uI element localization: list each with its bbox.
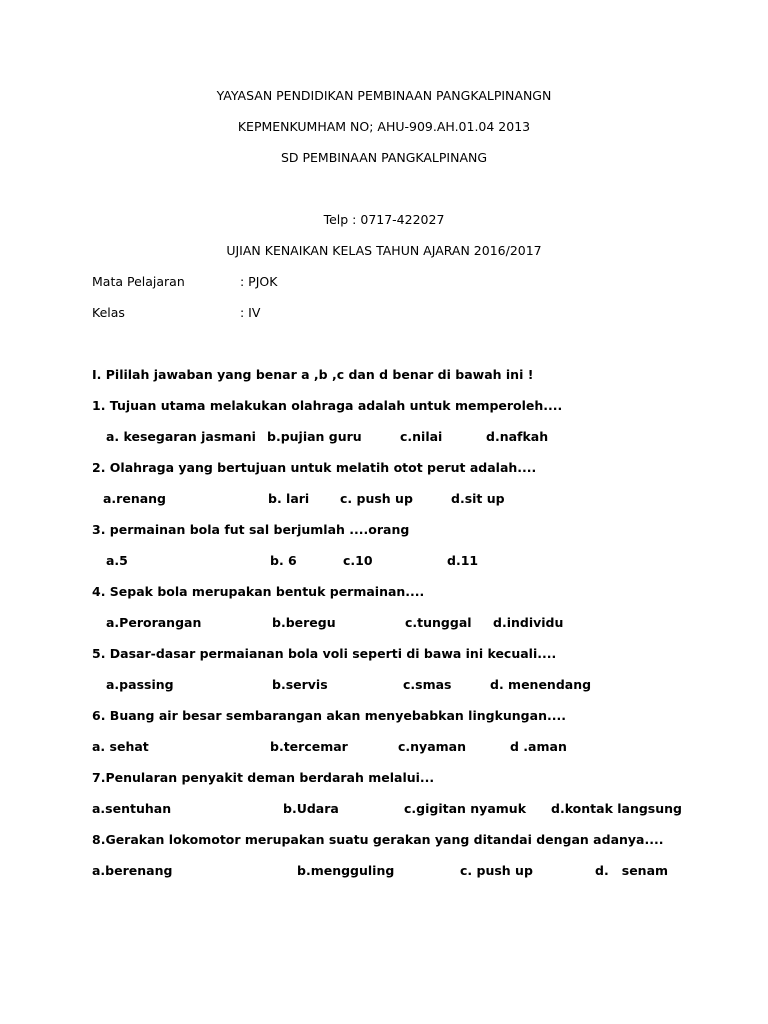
foundation-name: YAYASAN PENDIDIKAN PEMBINAAN PANGKALPINANGN <box>216 88 552 103</box>
q3-option-a: a.5 <box>106 553 128 568</box>
q5-option-b: b.servis <box>272 677 328 692</box>
school-name: SD PEMBINAAN PANGKALPINANG <box>280 150 488 165</box>
q2-option-b: b. lari <box>268 491 310 506</box>
question-2: 2. Olahraga yang bertujuan untuk melatih otot perut adalah.... <box>92 460 537 475</box>
class-value: : IV <box>240 305 261 320</box>
q8-option-d: d. senam <box>595 863 669 878</box>
q1-option-a: a. kesegaran jasmani <box>106 429 256 444</box>
q8-option-c: c. push up <box>460 863 533 878</box>
q2-option-d: d.sit up <box>451 491 505 506</box>
instruction: I. Pililah jawaban yang benar a ,b ,c dan d benar di bawah ini ! <box>92 367 534 382</box>
question-5: 5. Dasar-dasar permaianan bola voli seperti di bawa ini kecuali.... <box>92 646 557 661</box>
question-1: 1. Tujuan utama melakukan olahraga adalah untuk memperoleh.... <box>92 398 563 413</box>
q6-option-c: c.nyaman <box>398 739 466 754</box>
q8-option-b: b.mengguling <box>297 863 395 878</box>
q7-option-a: a.sentuhan <box>92 801 172 816</box>
q4-option-d: d.individu <box>493 615 564 630</box>
q8-option-a: a.berenang <box>92 863 173 878</box>
q6-option-d: d .aman <box>510 739 567 754</box>
q2-option-c: c. push up <box>340 491 413 506</box>
q3-option-b: b. 6 <box>270 553 297 568</box>
q1-option-c: c.nilai <box>400 429 443 444</box>
class-label: Kelas <box>92 305 125 320</box>
question-3: 3. permainan bola fut sal berjumlah ....orang <box>92 522 410 537</box>
q7-option-d: d.kontak langsung <box>551 801 682 816</box>
q5-option-c: c.smas <box>403 677 452 692</box>
q6-option-b: b.tercemar <box>270 739 348 754</box>
question-4: 4. Sepak bola merupakan bentuk permainan.... <box>92 584 425 599</box>
question-8: 8.Gerakan lokomotor merupakan suatu gerakan yang ditandai dengan adanya.... <box>92 832 664 847</box>
decree-number: KEPMENKUMHAM NO; AHU-909.AH.01.04 2013 <box>237 119 531 134</box>
question-6: 6. Buang air besar sembarangan akan menyebabkan lingkungan.... <box>92 708 566 723</box>
q7-option-b: b.Udara <box>283 801 339 816</box>
q1-option-d: d.nafkah <box>486 429 549 444</box>
q1-option-b: b.pujian guru <box>267 429 362 444</box>
q6-option-a: a. sehat <box>92 739 149 754</box>
q4-option-b: b.beregu <box>272 615 336 630</box>
q4-option-c: c.tunggal <box>405 615 472 630</box>
subject-value: : PJOK <box>240 274 278 289</box>
q7-option-c: c.gigitan nyamuk <box>404 801 527 816</box>
exam-title: UJIAN KENAIKAN KELAS TAHUN AJARAN 2016/2017 <box>226 243 542 258</box>
phone-number: Telp : 0717-422027 <box>323 212 445 227</box>
q3-option-c: c.10 <box>343 553 373 568</box>
question-7: 7.Penularan penyakit deman berdarah melalui... <box>92 770 435 785</box>
q3-option-d: d.11 <box>447 553 479 568</box>
q2-option-a: a.renang <box>103 491 167 506</box>
q5-option-d: d. menendang <box>490 677 592 692</box>
q5-option-a: a.passing <box>106 677 174 692</box>
subject-label: Mata Pelajaran <box>92 274 185 289</box>
q4-option-a: a.Perorangan <box>106 615 202 630</box>
